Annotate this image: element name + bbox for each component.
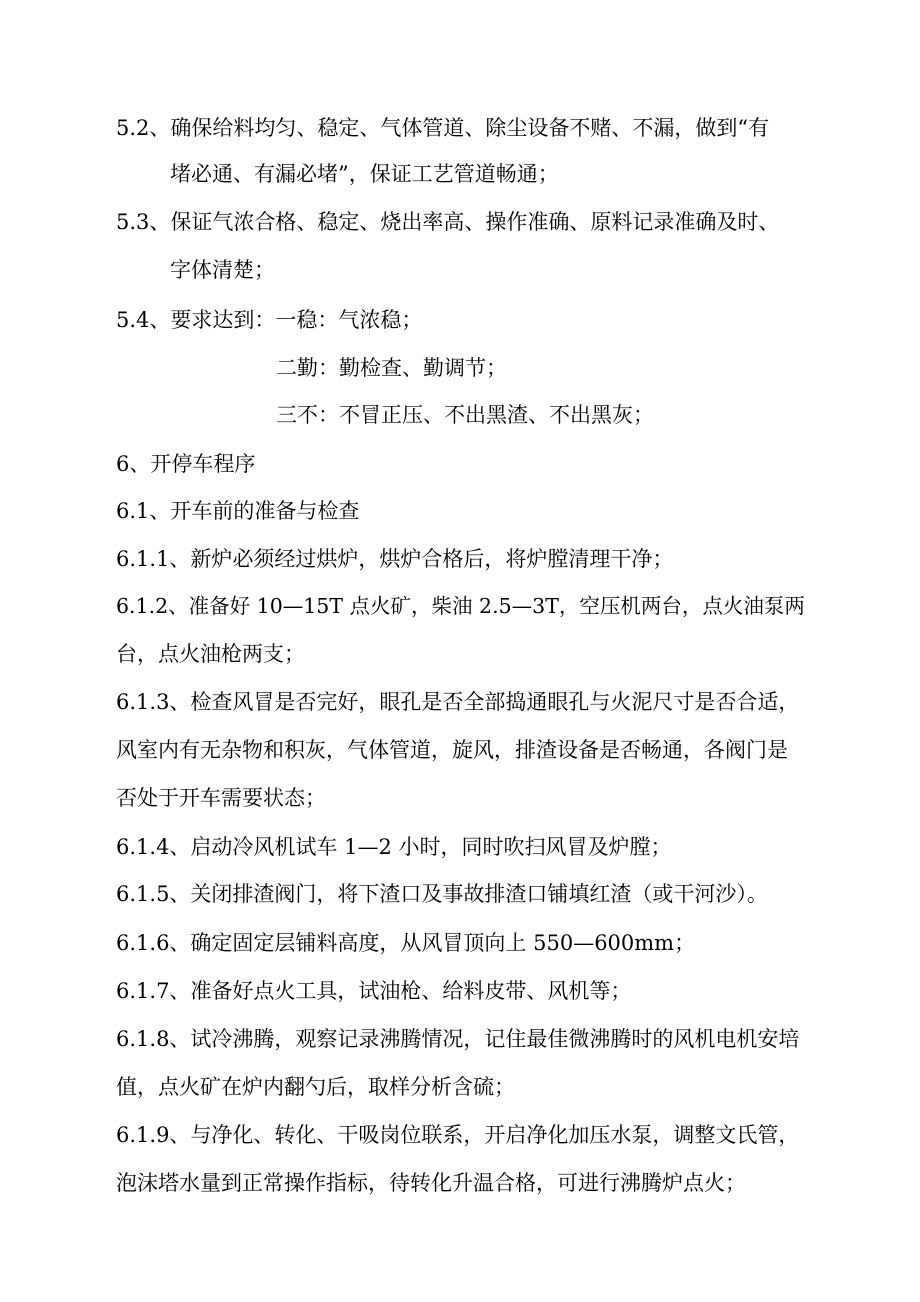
section-6-1-8-line-1: 6.1.8、试冷沸腾，观察记录沸腾情况，记住最佳微沸腾时的风机电机安培 [116, 1027, 800, 1051]
section-6-1-4-line-1: 6.1.4、启动冷风机试车 1—2 小时，同时吹扫风冒及炉膛； [116, 835, 672, 859]
section-6-1-1-line-1: 6.1.1、新炉必须经过烘炉，烘炉合格后，将炉膛清理干净； [116, 547, 674, 571]
section-6-1-9-line-2: 泡沫塔水量到正常操作指标，待转化升温合格，可进行沸腾炉点火； [116, 1171, 746, 1195]
section-6-1-heading: 6.1、开车前的准备与检查 [116, 499, 360, 523]
section-5-4-line-3: 三不：不冒正压、不出黑渣、不出黑灰； [276, 403, 654, 427]
section-6-1-3-line-2: 风室内有无杂物和积灰，气体管道，旋风，排渣设备是否畅通，各阀门是 [116, 738, 788, 762]
section-6-1-6-line-1: 6.1.6、确定固定层铺料高度，从风冒顶向上 550—600mm； [116, 931, 696, 955]
section-5-3-line-2: 字体清楚； [170, 258, 275, 282]
section-6-1-7-line-1: 6.1.7、准备好点火工具，试油枪、给料皮带、风机等； [116, 979, 632, 1003]
section-6-1-3-line-3: 否处于开车需要状态； [116, 786, 326, 810]
section-5-4-line-2: 二勤：勤检查、勤调节； [276, 356, 507, 380]
section-5-2-line-1: 5.2、确保给料均匀、稳定、气体管道、除尘设备不赌、不漏，做到“有 [116, 116, 770, 140]
section-5-3-line-1: 5.3、保证气浓合格、稳定、烧出率高、操作准确、原料记录准确及时、 [116, 210, 780, 234]
section-6-1-5-line-1: 6.1.5、关闭排渣阀门，将下渣口及事故排渣口铺填红渣（或干河沙）。 [116, 882, 768, 906]
section-6-1-9-line-1: 6.1.9、与净化、转化、干吸岗位联系，开启净化加压水泵，调整文氏管， [116, 1123, 800, 1147]
section-6-1-2-line-2: 台，点火油枪两支； [116, 642, 305, 666]
section-5-2-line-2: 堵必通、有漏必堵”，保证工艺管道畅通； [170, 162, 559, 186]
section-5-4-line-1: 5.4、要求达到：一稳：气浓稳； [116, 308, 423, 332]
section-6-1-8-line-2: 值，点火矿在炉内翻勺后，取样分析含硫； [116, 1075, 515, 1099]
section-6-1-2-line-1: 6.1.2、准备好 10—15T 点火矿，柴油 2.5—3T，空压机两台，点火油泵两 [116, 594, 805, 618]
section-6-heading: 6、开停车程序 [116, 452, 256, 476]
section-6-1-3-line-1: 6.1.3、检查风冒是否完好，眼孔是否全部捣通眼孔与火泥尺寸是否合适， [116, 690, 800, 714]
